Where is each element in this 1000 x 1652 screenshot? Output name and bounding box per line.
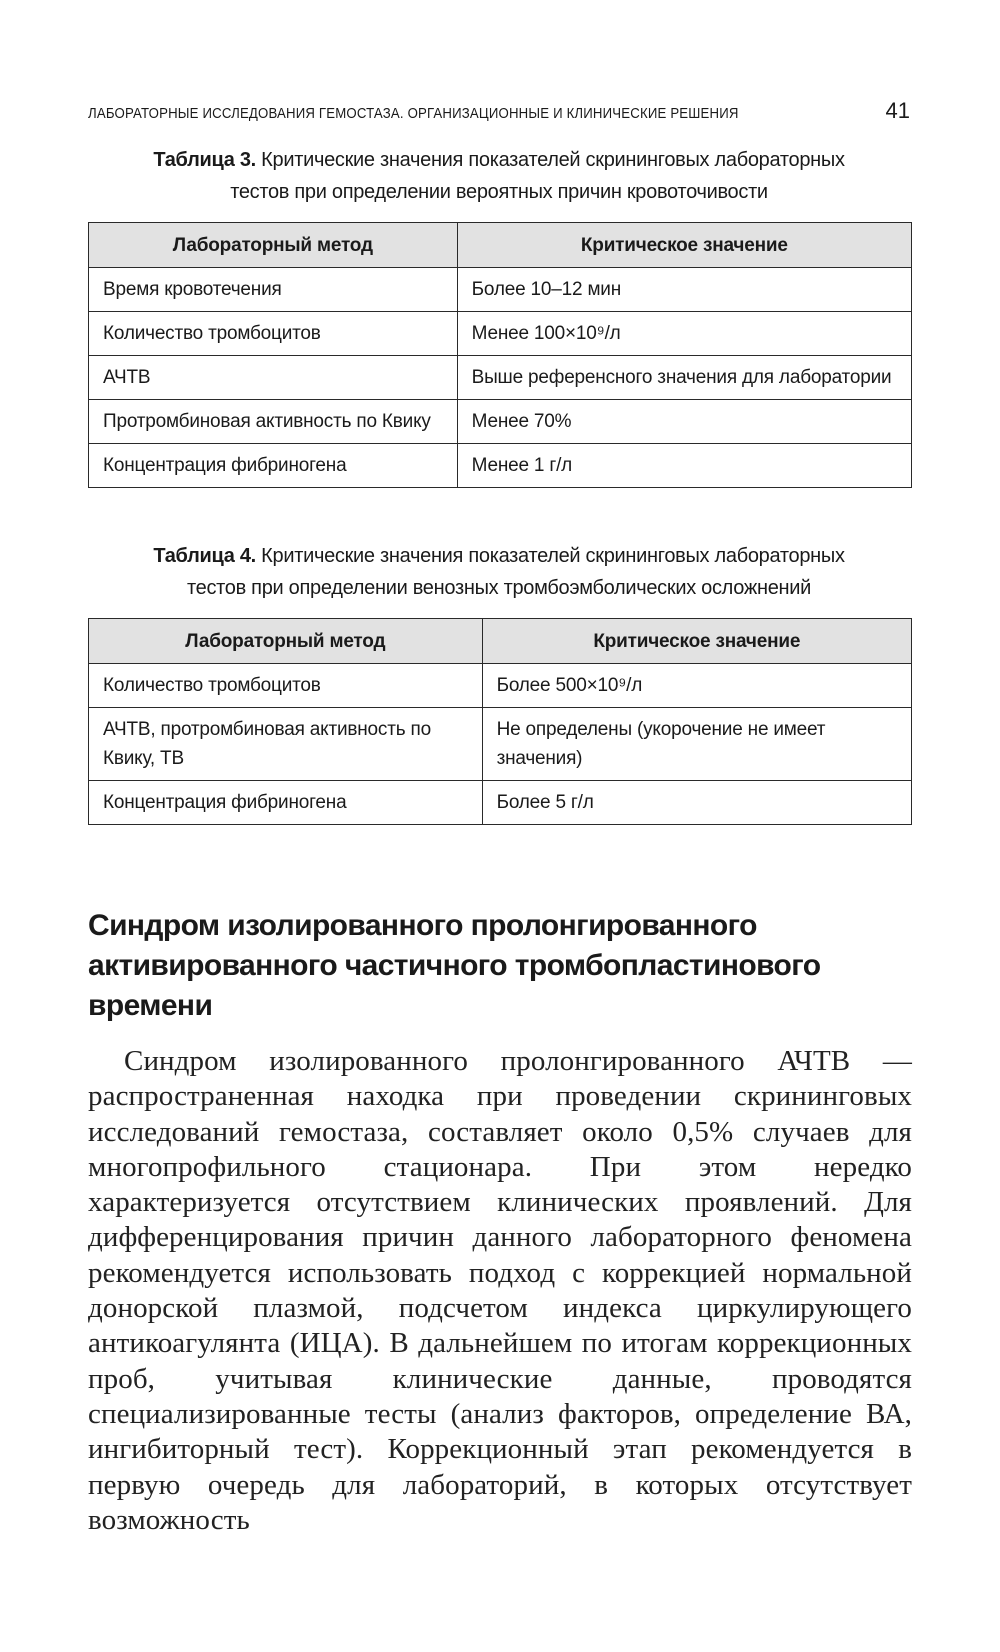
table3-cell-method: Количество тромбоцитов — [89, 312, 458, 356]
table-row — [89, 781, 912, 825]
table4-caption — [88, 540, 910, 604]
table-row — [89, 444, 912, 488]
table4-cell-value: Более 500×10⁹/л — [482, 664, 911, 708]
table4-caption-line2: тестов при определении венозных тромбоэмболических осложнений — [186, 577, 811, 599]
table4-caption-label: Таблица 4. — [153, 545, 256, 567]
table4-cell-value: Более 5 г/л — [482, 781, 911, 825]
body-paragraph: Синдром изолированного пролонгированного АЧТВ — распространенная находка при проведении скрининговых исследований гемостаза, составляет около 0,5% случаев для многопрофильного стационара. При этом нередко характеризуется отсутствием клинических проявлений. Для дифференцирования причин данного лабораторного феномена рекомендуется использовать подход с коррекцией нормальной донорской плазмой, подсчетом индекса циркулирующего антикоагулянта (ИЦА). В дальнейшем по итогам коррекционных проб, учитывая клинические данные, проводятся специализированные тесты (анализ факторов, определение ВА, ингибиторный тест). Коррекционный этап рекомендуется в первую очередь для лабораторий, в которых отсутствует возможность — [88, 1045, 912, 1536]
table3-col-method: Лабораторный метод — [89, 223, 458, 268]
table4-cell-method: Количество тромбоцитов — [89, 664, 483, 708]
table3-caption-line1: Критические значения показателей скрининговых лабораторных — [255, 149, 845, 171]
table3-cell-method: Концентрация фибриногена — [89, 444, 458, 488]
section-heading: Синдром изолированного пролонгированного активированного частичного тромбопластинового времени — [88, 909, 821, 1022]
table3-caption — [88, 144, 910, 208]
table3-cell-method: Время кровотечения — [89, 268, 458, 312]
table4-header-row — [89, 619, 912, 664]
table3-header-row — [89, 223, 912, 268]
table3-caption-line2: тестов при определении вероятных причин кровоточивости — [230, 181, 768, 203]
table-row — [89, 664, 912, 708]
table4-caption-line1: Критические значения показателей скрининговых лабораторных — [255, 545, 845, 567]
table4-cell-method: АЧТВ, протромбиновая активность по Квику, ТВ — [89, 708, 483, 781]
table3-cell-value: Выше референсного значения для лаборатории — [457, 356, 911, 400]
table-row — [89, 708, 912, 781]
table3-cell-value: Менее 1 г/л — [457, 444, 911, 488]
table3-cell-method: Протромбиновая активность по Квику — [89, 400, 458, 444]
table4 — [88, 618, 912, 825]
table-row — [89, 312, 912, 356]
table3-caption-label: Таблица 3. — [153, 149, 256, 171]
table3-cell-method: АЧТВ — [89, 356, 458, 400]
table-row — [89, 356, 912, 400]
page-number: 41 — [885, 98, 910, 123]
table3-cell-value: Менее 100×10⁹/л — [457, 312, 911, 356]
table3-col-critical-value: Критическое значение — [457, 223, 911, 268]
table4-cell-value: Не определены (укорочение не имеет значения) — [482, 708, 911, 781]
table3-cell-value: Более 10–12 мин — [457, 268, 911, 312]
table3-cell-value: Менее 70% — [457, 400, 911, 444]
table-row — [89, 400, 912, 444]
running-title: ЛАБОРАТОРНЫЕ ИССЛЕДОВАНИЯ ГЕМОСТАЗА. ОРГАНИЗАЦИОННЫЕ И КЛИНИЧЕСКИЕ РЕШЕНИЯ — [88, 105, 739, 122]
table4-cell-method: Концентрация фибриногена — [89, 781, 483, 825]
running-header — [88, 98, 910, 124]
table4-col-critical-value: Критическое значение — [482, 619, 911, 664]
table-row — [89, 268, 912, 312]
table4-col-method: Лабораторный метод — [89, 619, 483, 664]
table3 — [88, 222, 912, 488]
